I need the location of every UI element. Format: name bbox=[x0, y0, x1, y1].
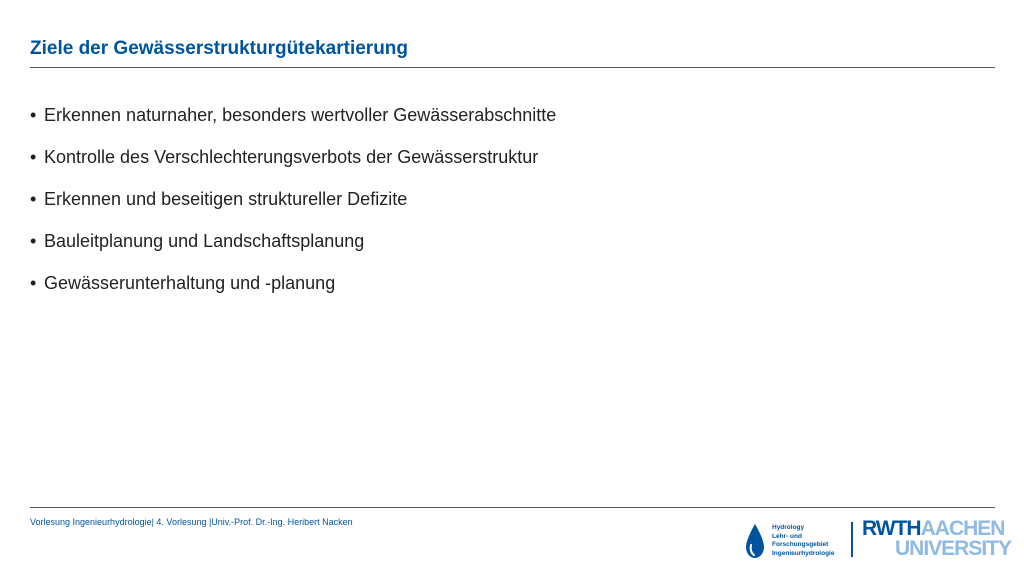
bullet-item bbox=[30, 186, 556, 228]
bullet-text: Kontrolle des Verschlechterungsverbots der Gewässerstruktur bbox=[44, 147, 539, 167]
footer-text: Vorlesung Ingenieurhydrologie| 4. Vorlesung |Univ.-Prof. Dr.-Ing. Heribert Nacken bbox=[30, 517, 353, 527]
bullet-list bbox=[30, 102, 556, 312]
bullet-dot: • bbox=[30, 105, 37, 125]
hydro-line: Ingenieurhydrologie bbox=[772, 549, 835, 557]
bullet-dot: • bbox=[30, 189, 37, 209]
water-drop-icon bbox=[744, 523, 766, 559]
aachen-wordmark: AACHEN bbox=[920, 517, 1005, 540]
hydrology-logo-text bbox=[772, 524, 834, 558]
bullet-dot: • bbox=[30, 273, 37, 293]
hydro-line: Forschungsgebiet bbox=[772, 541, 829, 548]
hydro-line: Lehr- und bbox=[772, 532, 802, 540]
rwth-logo-line1 bbox=[862, 517, 1005, 540]
rwth-logo bbox=[862, 517, 1012, 560]
bullet-dot: • bbox=[30, 147, 37, 167]
footer-divider bbox=[30, 507, 995, 508]
bullet-text: Gewässerunterhaltung und -planung bbox=[44, 273, 336, 293]
bullet-dot: • bbox=[30, 231, 37, 251]
slide-title: Ziele der Gewässerstrukturgütekartierung bbox=[30, 38, 409, 59]
bullet-text: Erkennen und beseitigen struktureller Defizite bbox=[44, 189, 408, 209]
bullet-text: Erkennen naturnaher, besonders wertvoller Gewässerabschnitte bbox=[44, 105, 557, 125]
hydrology-logo bbox=[744, 521, 844, 561]
title-divider bbox=[30, 67, 995, 68]
bullet-item bbox=[30, 144, 556, 186]
bullet-item bbox=[30, 228, 556, 270]
university-wordmark: UNIVERSITY bbox=[895, 537, 1012, 560]
logo-separator bbox=[851, 522, 853, 557]
hydro-line: Hydrology bbox=[772, 524, 805, 531]
bullet-item bbox=[30, 270, 556, 312]
bullet-text: Bauleitplanung und Landschaftsplanung bbox=[44, 231, 365, 251]
rwth-wordmark: RWTH bbox=[862, 517, 921, 540]
bullet-item bbox=[30, 102, 556, 144]
